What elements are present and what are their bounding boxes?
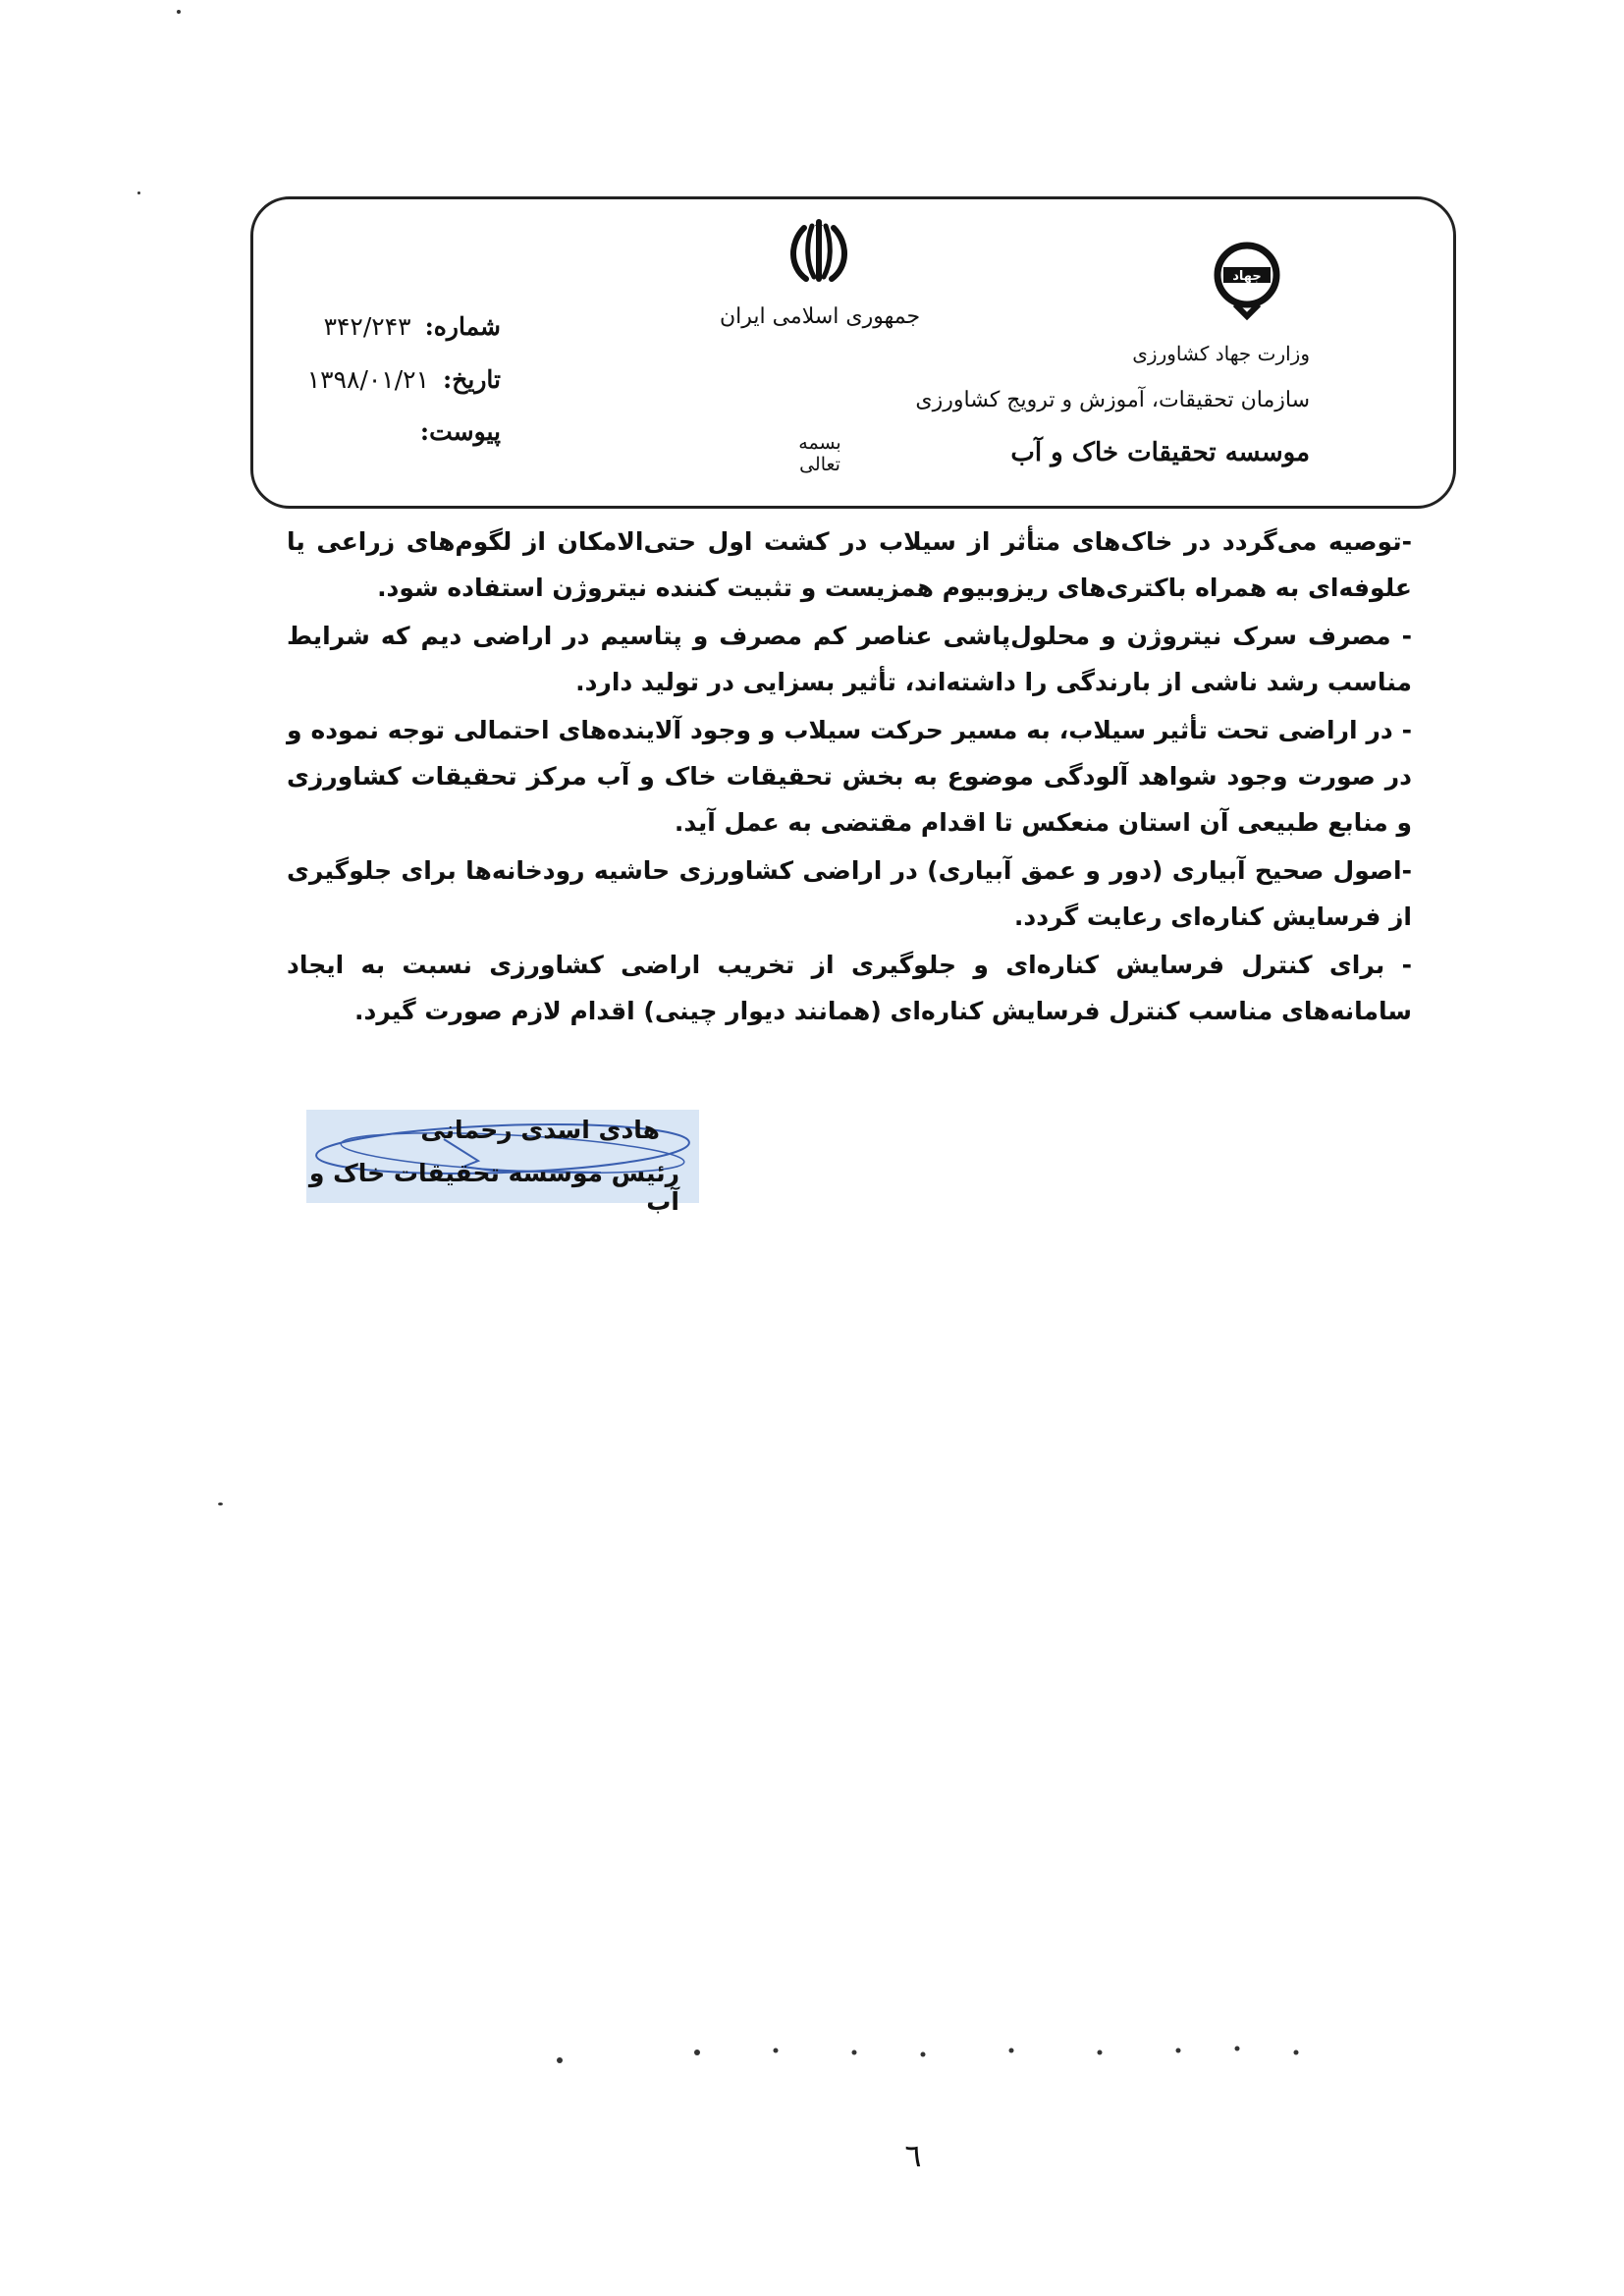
body-paragraph: - مصرف سرک نیتروژن و محلول‌پاشی عناصر کم مصرف و پتاسیم در اراضی دیم که شرایط مناسب رشد ناشی از بارندگی را داشته‌اند، تأثیر بسزایی در تولید دارد. (287, 622, 1412, 696)
scan-speck (218, 1503, 223, 1505)
republic-name: جمهوری اسلامی ایران (719, 304, 921, 329)
letter-date-row (285, 365, 501, 394)
bleed-through-marks (550, 2031, 1335, 2070)
attachment-row (285, 417, 501, 446)
institute-name: موسسه تحقیقات خاک و آب (1010, 438, 1310, 467)
body-paragraph: -اصول صحیح آبیاری (دور و عمق آبیاری) در اراضی کشاورزی حاشیه رودخانه‌ها برای جلوگیری از فرسایش کناره‌ای رعایت گردد. (287, 856, 1412, 931)
number-label: شماره: (424, 312, 501, 341)
body-paragraph: -توصیه می‌گردد در خاک‌های متأثر از سیلاب در کشت اول حتی‌الامکان از لگوم‌های زراعی یا علوفه‌ای به همراه باکتری‌های ریزوبیوم همزیست و تثبیت کننده نیتروژن استفاده شود. (287, 527, 1412, 602)
date-value: ۱۳۹۸/۰۱/۲۱ (306, 365, 430, 394)
signature-block (306, 1110, 699, 1216)
ministry-name: وزارت جهاد کشاورزی (1132, 342, 1310, 365)
signatory-title: رئیس موسسه تحقیقات خاک و آب (308, 1159, 679, 1216)
iran-emblem-icon (785, 218, 853, 287)
attachment-label: پیوست: (419, 417, 501, 446)
page-number: ٦ (904, 2137, 922, 2174)
jahad-logo-text: جهاد (1232, 269, 1262, 284)
date-label: تاریخ: (443, 365, 501, 394)
signatory-name: هادی اسدی رحمانی (420, 1116, 660, 1144)
letter-number-row (285, 312, 501, 341)
body-paragraph: - در اراضی تحت تأثیر سیلاب، به مسیر حرکت سیلاب و وجود آلاینده‌های احتمالی توجه نموده و در صورت وجود شواهد آلودگی موضوع به بخش تحقیقات خاک و آب مرکز تحقیقات کشاورزی و منابع طبیعی آن استان منعکس تا اقدام مقتضی به عمل آید. (287, 716, 1412, 837)
bism-text: بسمه تعالی (798, 432, 841, 475)
jahad-logo-icon (1198, 234, 1296, 322)
scan-speck (137, 191, 140, 194)
body-paragraph: - برای کنترل فرسایش کناره‌ای و جلوگیری از تخریب اراضی کشاورزی نسبت به ایجاد سامانه‌های مناسب کنترل فرسایش کناره‌ای (همانند دیوار چینی) اقدام لازم صورت گیرد. (287, 951, 1412, 1025)
letter-body (287, 519, 1412, 1036)
scan-speck (177, 10, 181, 14)
number-value: ۳۴۲/۲۴۳ (323, 312, 411, 341)
organization-name: سازمان تحقیقات، آموزش و ترویج کشاورزی (915, 388, 1310, 412)
